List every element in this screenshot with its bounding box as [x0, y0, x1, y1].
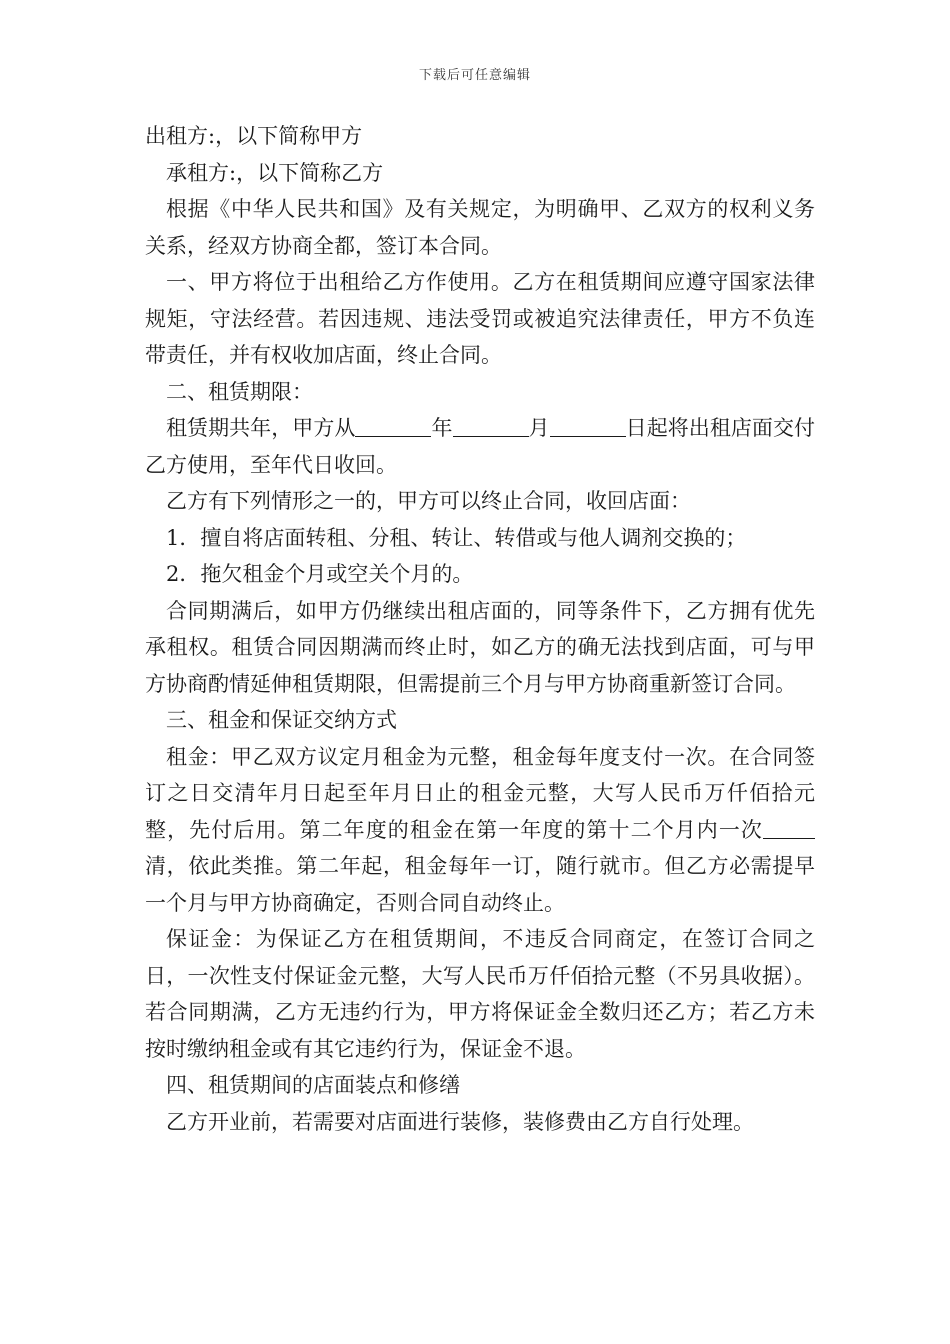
rent-text-a: 租金：甲乙双方议定月租金为元整，租金每年度支付一次。在合同签订之日交清年月日起至年月日止的租金元整，大写人民币万仟佰拾元整，先付后用。第二年度的租金在第一年度的第十二个月内一次 — [145, 744, 815, 842]
lease-term-text-a: 租赁期共年，甲方从 — [166, 416, 356, 440]
renewal-paragraph: 合同期满后，如甲方仍继续出租店面的，同等条件下，乙方拥有优先承租权。租赁合同因期满而终止时，如乙方的确无法找到店面，可与甲方协商酌情延伸租赁期限，但需提前三个月与甲方协商重新签订合同。 — [145, 598, 815, 696]
lease-term-text-b: 年 — [431, 416, 453, 440]
preamble-paragraph: 根据《中华人民共和国》及有关规定，为明确甲、乙双方的权利义务关系，经双方协商全都，签订本合同。 — [145, 197, 815, 258]
rent-paragraph — [145, 739, 815, 922]
lessor-line: 出租方:，以下简称甲方 — [145, 124, 363, 148]
lease-term-text-d: 日起将出租店面交付乙方使用，至年代日收回。 — [145, 416, 816, 477]
payment-blank — [763, 816, 815, 839]
clause-3-heading: 三、租金和保证交纳方式 — [166, 708, 397, 732]
clause-2-heading: 二、租赁期限： — [166, 379, 313, 404]
lease-term-text-c: 月 — [528, 416, 550, 440]
page-header: 下载后可任意编辑 — [418, 68, 531, 83]
renovation-paragraph: 乙方开业前，若需要对店面进行装修，装修费由乙方自行处理。 — [166, 1109, 754, 1134]
month-blank — [453, 414, 529, 437]
deposit-paragraph: 保证金：为保证乙方在租赁期间，不违反合同商定，在签订合同之日，一次性支付保证金元整，大写人民币万仟佰拾元整（不另具收据）。若合同期满，乙方无违约行为，甲方将保证金全数归还乙方；若乙方未按时缴纳租金或有其它违约行为，保证金不退。 — [145, 927, 815, 1061]
clause-1-paragraph: 一、甲方将位于出租给乙方作使用。乙方在租赁期间应遵守国家法律规矩，守法经营。若因违规、违法受罚或被追究法律责任，甲方不负连带责任，并有权收加店面，终止合同。 — [145, 270, 815, 367]
rent-text-b: 清，依此类推。第二年起，租金每年一订，随行就市。但乙方必需提早一个月与甲方协商确定，否则合同自动终止。 — [145, 854, 815, 915]
document-body — [145, 118, 815, 1140]
lessee-line: 承租方:，以下简称乙方 — [166, 160, 384, 185]
lease-term-paragraph — [145, 410, 815, 483]
day-blank — [550, 414, 626, 437]
termination-item-1: 1．擅自将店面转租、分租、转让、转借或与他人调剂交换的； — [166, 525, 747, 550]
clause-4-heading: 四、租赁期间的店面装点和修缮 — [166, 1073, 460, 1097]
termination-item-2: 2．拖欠租金个月或空关个月的。 — [166, 562, 474, 586]
termination-intro: 乙方有下列情形之一的，甲方可以终止合同，收回店面： — [166, 489, 691, 513]
year-blank — [355, 414, 431, 437]
